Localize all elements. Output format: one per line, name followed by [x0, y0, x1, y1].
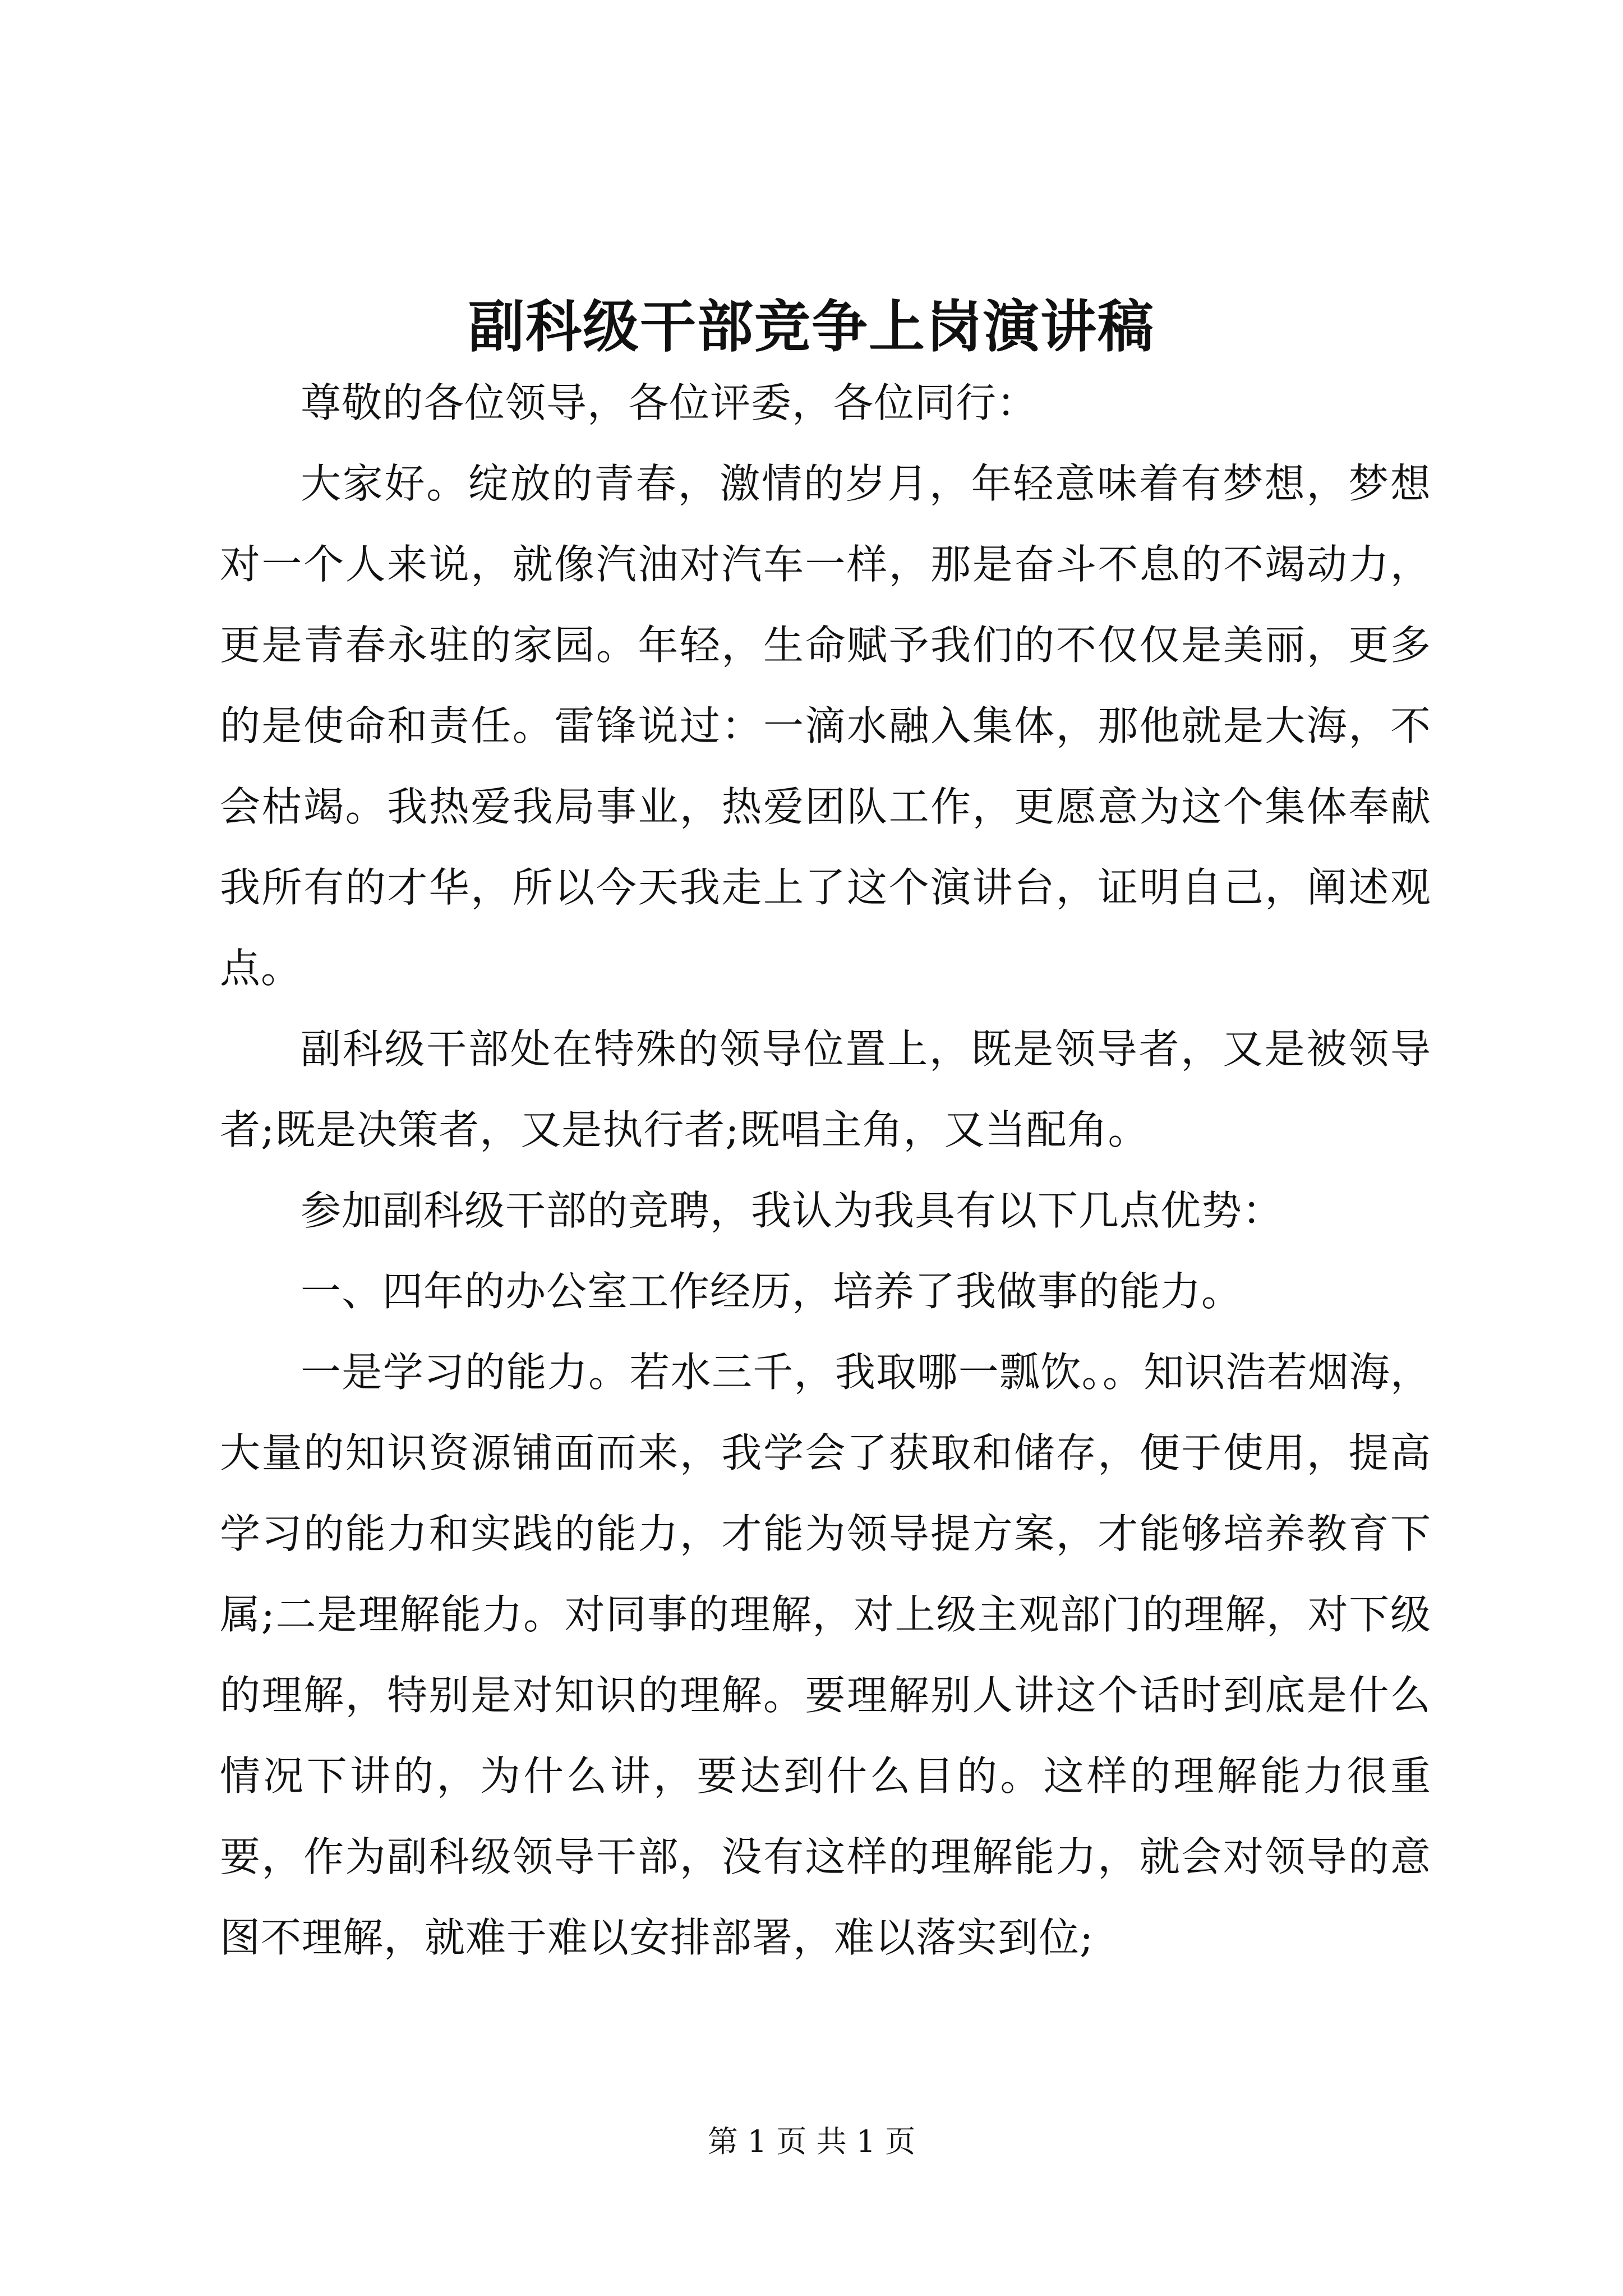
body-paragraph: 副科级干部处在特殊的领导位置上，既是领导者，又是被领导者;既是决策者，又是执行者;既唱主角，又当配角。 [220, 1025, 1431, 1153]
body-paragraph: 一是学习的能力。若水三千，我取哪一瓢饮。。知识浩若烟海，大量的知识资源铺面而来，我学会了获取和储存，便于使用，提高学习的能力和实践的能力，才能为领导提方案，才能够培养教育下属;二是理解能力。对同事的理解，对上级主观部门的理解，对下级的理解，特别是对知识的理解。要理解别人讲这个话时到底是什么情况下讲的，为什么讲，要达到什么目的。这样的理解能力很重要，作为副科级领导干部，没有这样的理解能力，就会对领导的意图不理解，就难于难以安排部署，难以落实到位; [220, 1349, 1431, 1961]
body-paragraph: 大家好。绽放的青春，激情的岁月，年轻意味着有梦想，梦想对一个人来说，就像汽油对汽车一样，那是奋斗不息的不竭动力，更是青春永驻的家园。年轻，生命赋予我们的不仅仅是美丽，更多的是使命和责任。雷锋说过：一滴水融入集体，那他就是大海，不会枯竭。我热爱我局事业，热爱团队工作，更愿意为这个集体奉献我所有的才华，所以今天我走上了这个演讲台，证明自己，阐述观点。 [220, 460, 1431, 992]
page-footer [0, 2119, 1623, 2164]
document-title: 副科级干部竞争上岗演讲稿 [468, 293, 1155, 360]
salutation-paragraph: 尊敬的各位领导，各位评委，各位同行： [301, 379, 1038, 426]
body-paragraph: 参加副科级干部的竞聘，我认为我具有以下几点优势： [301, 1187, 1284, 1234]
page-number-label: 第 1 页 共 1 页 [707, 2124, 916, 2159]
document-body [220, 362, 1431, 1978]
section-heading-paragraph: 一、四年的办公室工作经历，培养了我做事的能力。 [301, 1268, 1243, 1315]
